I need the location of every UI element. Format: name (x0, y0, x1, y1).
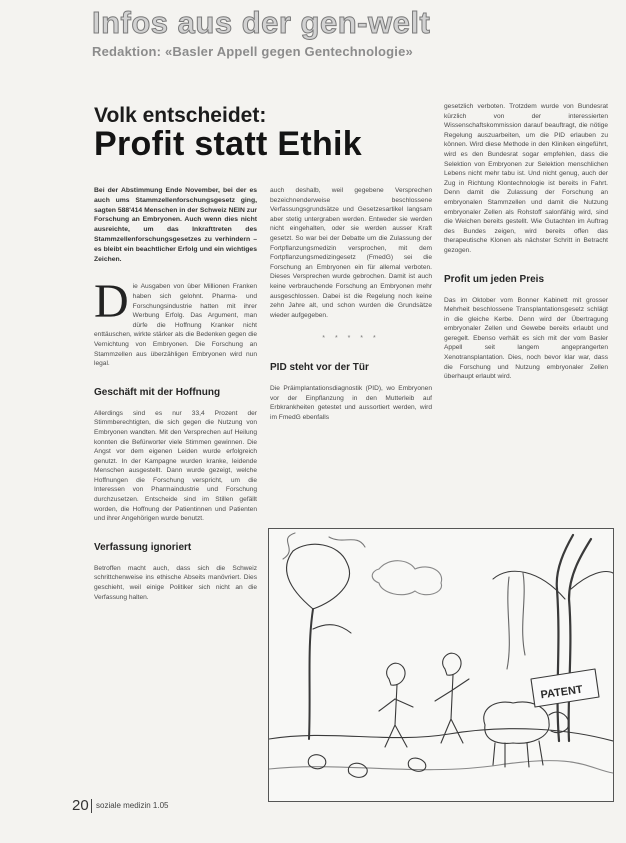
column-3 (444, 102, 608, 382)
drop-cap: D (94, 275, 129, 329)
intro-paragraph (94, 275, 257, 368)
page-footer (72, 797, 272, 817)
section-heading: PID steht vor der Tür (270, 361, 369, 373)
column-1 (94, 186, 257, 602)
cartoon-drawing (269, 529, 613, 801)
column-2-text: auch deshalb, weil gegebene Versprechen bezeichnenderweise beschlossene Verfassungsgrundsätze und Gesetzesartikel langsam aber stetig untergraben werden. Entweder sie werden nicht eingehalten, oder sie werden ausser Kraft gesetzt. So war bei der Debatte um die Zulassung der Fortpflanzungsmedizin versprochen, mit dem Fortpflanzungsmedizingesetz (FmedG) sei die Forschung an Embryonen ein für allemal verboten. Dieses Versprechen wurde gebrochen. Damit ist auch keine verbrauchende Forschung an Embryonen mehr ausgeschlossen. Dabei ist die Regelung noch keine zehn Jahre alt, und schon wurden die Grundsätze wieder aufgegeben. (270, 187, 432, 319)
journal-name: soziale medizin 1.05 (96, 801, 169, 810)
column-2 (270, 186, 432, 422)
section-heading: Profit um jeden Preis (444, 273, 545, 285)
cartoon-sign-text: PATENT (539, 683, 584, 702)
footer-divider (91, 799, 92, 813)
article-headline: Profit statt Ethik (94, 125, 362, 163)
section-divider: * * * * * (322, 335, 380, 343)
section-heading: Geschäft mit der Hoffnung (94, 386, 221, 398)
article-kicker: Volk entscheidet: (94, 104, 267, 127)
section-heading: Verfassung ignoriert (94, 541, 192, 553)
section-body: Das im Oktober vom Bonner Kabinett mit grosser Mehrheit beschlossene Transplantationsgesetz schlägt in die gleiche Kerbe. Denn wird der Übertragung embryonaler Zellen und Gewebe bereits erlaubt und geregelt. Ebenso verhält es sich mit der vom Basler Appell seit langem angeprangerten Xenotransplantation. Dies, noch bevor klar war, dass die Forschung und Nutzung embryonaler Zellen überhaupt erlaubt wird. (444, 296, 608, 381)
section-body: Allerdings sind es nur 33,4 Prozent der Stimmberechtigten, die sich gegen die Nutzung von Embryonen wandten. Mit den Versprechen auf Heilung konnten die Befürworter viele Stimmen gewinnen. Die Angst vor dem eigenen Leiden wurde erfolgreich genutzt. In der Kampagne wurden kranke, leidende Menschen ausgestellt. Dann wurde gezeigt, welche Hoffnungen die Forschung verspricht, um die Interessen von Pharmaindustrie und Forschung durchzusetzen. Entscheide sind im Stillen gefällt worden, die Hoffnung der Patientinnen und Patienten und ihrer Angehörigen wurde benutzt. (94, 409, 257, 523)
page-number: 20 (72, 797, 89, 814)
section-body: Betroffen macht auch, dass sich die Schweiz schrittchenweise ins ethische Abseits manövriert. Dies geschieht, weil einige Politiker sich nicht an die Verfassung halten. (94, 564, 257, 601)
article-lead: Bei der Abstimmung Ende November, bei der es auch ums Stammzellenforschungsgesetz ging, sagten 588'414 Menschen in der Schweiz NEIN zur Forschung an Embryonen. Auch wenn dies nicht ausreichte, um das Inkrafttreten des Stammzellenforschungsgesetzes zu verhindern – es bleibt ein beachtlicher Erfolg und ein wichtiges Zeichen. (94, 187, 257, 263)
masthead-title: Infos aus der gen-welt (92, 5, 431, 40)
masthead-subtitle: Redaktion: «Basler Appell gegen Gentechnologie» (92, 44, 413, 59)
cartoon-illustration (268, 528, 614, 802)
section-body: Die Präimplantationsdiagnostik (PID), wo Embryonen vor der Einpflanzung in den Mutterleib auf Erbkrankheiten getestet und aussortiert werden, wird im FmedG ebenfalls (270, 384, 432, 421)
masthead (92, 6, 592, 59)
intro-text: ie Ausgaben von über Millionen Franken haben sich gelohnt. Pharma- und Forschungsindustrie hatten mit ihrer Werbung Erfolg. Das Argument, man dürfe die Hoffnung Kranker nicht enttäuschen, wirkte stärker als die Bedenken gegen die Vernichtung von Embryonen. Die Forschung an Stammzellen aus überzähligen Embryonen wird nun legal. (94, 283, 257, 368)
column-3-text: gesetzlich verboten. Trotzdem wurde von Bundesrat kürzlich von der interessierten Wissenschaftskommission darauf beauftragt, die nötige Regelung auszuarbeiten, um die PID erlauben zu können. Wird diese Methode in den Kliniken eingeführt, wird es den Bundesrat sogar empfehlen, dass die Selektion von Embryonen zur Selektion menschlichen Lebens nicht mehr tabu ist. Und nicht genug, auch der Zug in Richtung Klontechnologie ist bereits in Fahrt. Denn damit die Zulassung der Forschung an embryonalen Stammzellen und damit die Nutzung embryonaler Zellen als Rohstoff salonfähig wird, sind die Weichen bereits gestellt. Wie Gutachten im Auftrag des Bundes zeigen, wird bereits offen das therapeutische Klonen als nächster Schritt in Betracht gezogen. (444, 103, 608, 254)
